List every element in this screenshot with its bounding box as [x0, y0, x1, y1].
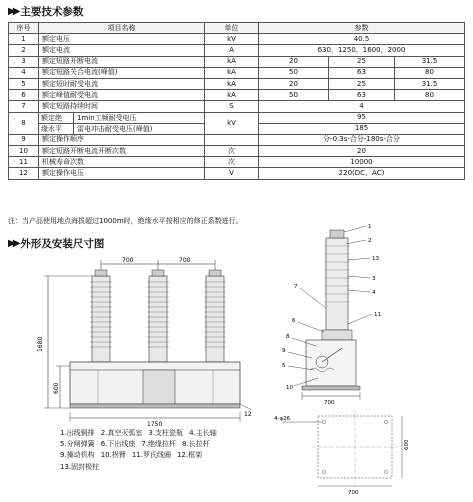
row-item: 额定短路开断电流	[39, 56, 205, 67]
row-item: 额定操作电压	[39, 168, 205, 179]
insulation-label	[39, 124, 74, 134]
table-row	[9, 90, 465, 101]
side-view-drawing	[262, 220, 462, 498]
side-callout-1: 1	[368, 224, 372, 230]
side-callout-2: 2	[368, 238, 372, 244]
row-value: 20	[259, 146, 465, 157]
specs-table	[8, 22, 465, 180]
legend-item: 6.下出线座	[100, 440, 136, 449]
front-view-drawing	[8, 256, 258, 428]
legend-item: 9.操动机构	[60, 451, 95, 460]
row-value: 95	[259, 112, 465, 123]
legend-row	[60, 462, 217, 473]
row-value-a: 20	[259, 56, 329, 67]
legend-item: 13.固封极柱	[60, 462, 100, 471]
row-value-b: 25	[329, 78, 395, 89]
legend-row	[60, 450, 217, 461]
legend-item: 5.分闸弹簧	[60, 440, 95, 449]
table-row	[9, 157, 465, 168]
insulation-label-line2: 缘水平	[41, 124, 62, 133]
row-value: 40.5	[259, 34, 465, 45]
row-value: 220(DC、AC)	[259, 168, 465, 179]
row-value: 4	[259, 101, 465, 112]
side-callout-10: 10	[286, 385, 293, 391]
row-item: 额定电压	[39, 34, 205, 45]
row-no: 4	[9, 67, 39, 78]
mount-dim-w: 700	[348, 490, 359, 496]
insulation-sub-1: 1min工频耐受电压	[77, 113, 137, 122]
row-unit: 次	[205, 157, 259, 168]
row-unit: kA	[205, 90, 259, 101]
legend-item: 3.支柱瓷瓶	[148, 429, 184, 437]
row-item: 额定操作顺序	[39, 134, 205, 145]
double-chevron-icon: ▶▶	[8, 238, 18, 249]
side-dim-base: 700	[324, 400, 335, 406]
row-value-b: 63	[329, 67, 395, 78]
legend-row	[60, 439, 217, 450]
parts-legend	[60, 428, 217, 473]
row-item: 额定短时耐受电流	[39, 78, 205, 89]
altitude-note: 注：当产品使用地点海拔超过1000m时，绝缘水平按相应的修正系数进行。	[8, 217, 243, 225]
row-item: 额定电流	[39, 45, 205, 56]
row-no: 8	[9, 112, 39, 134]
header-item: 项目名称	[39, 23, 205, 34]
row-no: 2	[9, 45, 39, 56]
pole-middle	[147, 270, 169, 362]
side-pole	[326, 238, 348, 330]
dim-height: 1680	[37, 336, 44, 352]
row-value-a: 50	[259, 90, 329, 101]
header-unit: 单位	[205, 23, 259, 34]
table-row	[9, 45, 465, 56]
side-callout-13: 13	[372, 256, 379, 262]
mount-dim-h: 600	[404, 439, 410, 450]
table-row	[9, 146, 465, 157]
row-item: 额定峰值耐受电流	[39, 90, 205, 101]
insulation-label	[39, 113, 74, 123]
row-item: 额定短路关合电流(峰值)	[39, 67, 205, 78]
legend-item: 2.真空灭弧室	[100, 429, 143, 437]
specs-section-title: 主要技术参数	[20, 6, 84, 18]
side-callout-11: 11	[374, 312, 381, 318]
row-no: 1	[9, 34, 39, 45]
table-row	[9, 67, 465, 78]
legend-item: 11.罗氏线圈	[131, 451, 171, 460]
side-callout-9: 9	[282, 348, 286, 354]
side-callout-7: 7	[294, 284, 298, 290]
side-callout-3: 3	[372, 276, 376, 282]
table-row	[9, 78, 465, 89]
row-no: 9	[9, 134, 39, 145]
row-no: 7	[9, 101, 39, 112]
row-no: 6	[9, 90, 39, 101]
row-no: 11	[9, 157, 39, 168]
row-item-insulation	[39, 112, 205, 123]
dim-lower: 600	[53, 382, 60, 394]
legend-item: 10.拐臂	[100, 451, 126, 460]
row-item: 机械寿命次数	[39, 157, 205, 168]
row-value: 10000	[259, 157, 465, 168]
table-row	[9, 112, 465, 123]
mount-hole-label: 4-φ26	[274, 416, 291, 422]
table-row	[9, 168, 465, 179]
row-value-c: 80	[395, 90, 465, 101]
callout-12: 12	[244, 411, 252, 418]
row-unit: kA	[205, 56, 259, 67]
row-no: 3	[9, 56, 39, 67]
header-params: 参数	[259, 23, 465, 34]
legend-item: 7.绝缘拉杆	[141, 440, 177, 449]
row-value-b: 25	[329, 56, 395, 67]
row-value-b: 63	[329, 90, 395, 101]
legend-row	[60, 428, 217, 439]
dim-top-left: 700	[122, 257, 134, 264]
row-item-insulation-2	[39, 123, 205, 134]
dim-top-right: 700	[179, 257, 191, 264]
insulation-label-line1: 额定绝	[41, 113, 62, 122]
row-value: 分-0.3s-合分-180s-合分	[259, 134, 465, 145]
row-no: 5	[9, 78, 39, 89]
table-header-row	[9, 23, 465, 34]
row-no: 10	[9, 146, 39, 157]
row-unit: S	[205, 101, 259, 112]
legend-item: 8.长拉杆	[182, 440, 210, 449]
drawing-section-heading	[8, 236, 104, 251]
table-row	[9, 56, 465, 67]
pole-left	[90, 270, 112, 362]
side-callout-4: 4	[372, 290, 376, 296]
pole-right	[204, 270, 226, 362]
table-row	[9, 134, 465, 145]
row-value: 185	[259, 123, 465, 134]
specs-section-heading	[8, 4, 83, 19]
row-unit: V	[205, 168, 259, 179]
table-row	[9, 101, 465, 112]
row-unit: 次	[205, 146, 259, 157]
row-value-c: 31.5	[395, 78, 465, 89]
legend-item: 12.框架	[176, 451, 203, 460]
drawing-section-title: 外形及安装尺寸图	[20, 238, 105, 250]
row-value-c: 31.5	[395, 56, 465, 67]
row-item: 额定短路开断电流开断次数	[39, 146, 205, 157]
table-row	[9, 34, 465, 45]
dim-width: 1750	[147, 421, 163, 428]
row-value-a: 50	[259, 67, 329, 78]
row-value: 630，1250，1600，2000	[259, 45, 465, 56]
insulation-sub-2: 雷电冲击耐受电压(峰值)	[77, 124, 153, 133]
side-callout-6: 6	[292, 318, 296, 324]
row-unit	[205, 134, 259, 145]
double-chevron-icon: ▶▶	[8, 6, 18, 17]
side-callout-5: 5	[282, 363, 286, 369]
row-unit: kV	[205, 34, 259, 45]
row-unit: A	[205, 45, 259, 56]
side-callout-8: 8	[286, 334, 290, 340]
row-unit: kV	[205, 112, 259, 134]
header-no: 序号	[9, 23, 39, 34]
legend-item: 4.主长轴	[189, 429, 217, 437]
row-unit: kA	[205, 67, 259, 78]
row-value-c: 80	[395, 67, 465, 78]
row-value-a: 20	[259, 78, 329, 89]
legend-item: 1.出线铜排	[60, 429, 95, 437]
row-item: 额定短路持续时间	[39, 101, 205, 112]
row-no: 12	[9, 168, 39, 179]
row-unit: kA	[205, 78, 259, 89]
